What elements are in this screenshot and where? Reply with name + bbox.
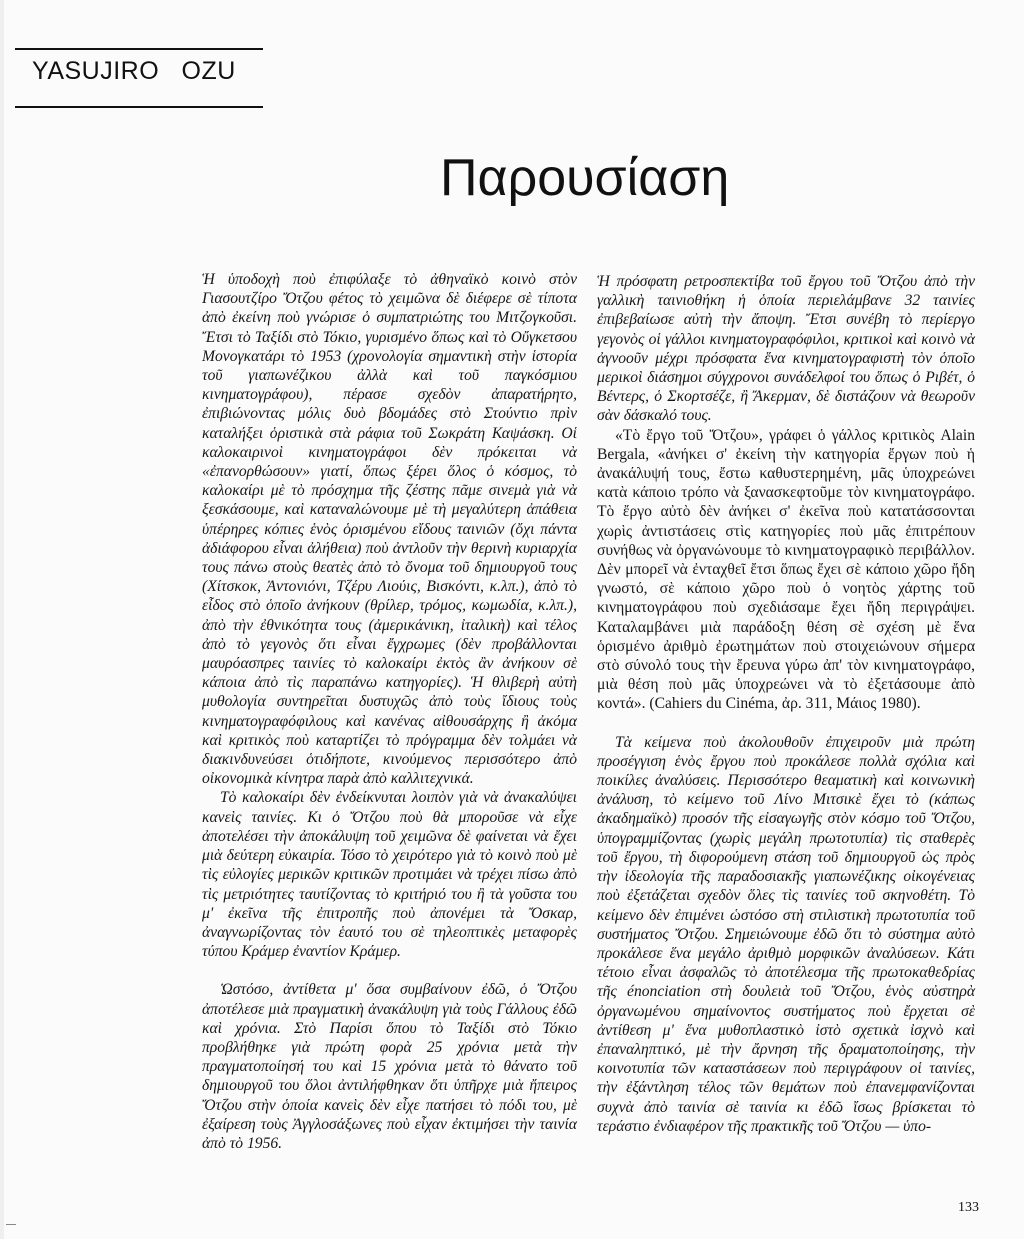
page-number: 133 (958, 1200, 979, 1215)
scan-margin-mark (6, 1224, 16, 1225)
right-paragraph-2-quote: «Τὸ ἔργο τοῦ Ὄτζου», γράφει ὁ γάλλος κριτικὸς Alain Bergala, «ἀνήκει σ' ἐκείνη τὴν κατηγορία ἔργων ποὺ ἡ ἀνακάλυψή τους, ἔστω καθυστερημένη, μᾶς ὑποχρεώνει κατὰ κάποιο τρόπο νὰ ξανασκεφτοῦμε τὸν κινηματογράφο. Τὸ ἔργο αὐτὸ δὲν ἀνήκει σ' ἐκεῖνα ποὺ κατατάσσονται χωρὶς ἀντιστάσεις στὶς κατηγορίες ποὺ μᾶς ἐπιτρέπουν συνήθως νὰ ὀργανώνουμε τὸ κινηματογραφικὸ περιβάλλον. Δὲν μπορεῖ νὰ ἐνταχθεῖ ἔτσι ὅπως ἔχει σὲ κάποιο χῶρο ἤδη γνωστό, σὲ κάποιο χῶρο ποὺ ὁ νοητὸς χάρτης τοῦ κινηματογράφου ποὺ σχεδιάσαμε ἔχει ἤδη περιγράψει. Καταλαμβάνει μιὰ παράδοξη θέση σὲ σχέση μὲ ἕνα ὁρισμένο ἀριθμὸ ἐρωτημάτων ποὺ στοιχειώνουν σήμερα στὸ σύνολό τους τὴν ἔρευνα γύρω ἀπ' τὸν κινηματογράφο, μιὰ θέση ποὺ μᾶς ὑποχρεώνει νὰ τὸ ἐξετάσουμε ἀπὸ κοντά». (Cahiers du Cinéma, ἀρ. 311, Μάιος 1980). (597, 426, 975, 713)
left-paragraph-1: Ἡ ὑποδοχὴ ποὺ ἐπιφύλαξε τὸ ἀθηναϊκὸ κοινὸ στὸν Γιασουτζίρο Ὄτζου φέτος τὸ χειμῶνα δὲ διέφερε σὲ τίποτα ἀπὸ ἐκείνη ποὺ γνώρισε ὁ συμπατριώτης του Μιτζογκοῦσι. Ἔτσι τὸ Ταξίδι στὸ Τόκιο, γυρισμένο ὅπως καὶ τὸ Οὔγκετσου Μονογκατάρι τὸ 1953 (χρονολογία σημαντικὴ στὴν ἱστορία τοῦ γιαπωνέζικου ἀλλὰ καὶ τοῦ παγκόσμιου κινηματογράφου), πέρασε σχεδὸν ἀπαρατήρητο, ἐπιβιώνοντας μόλις δυὸ βδομάδες στὸ Στούντιο πρὶν καταλήξει ὁριστικὰ στὰ ράφια τοῦ Σωκράτη Καψάσκη. Οἱ καλοκαιρινοὶ κινηματογράφοι δὲν πρόκειται νὰ «ἐπανορθώσουν» γιατί, ὅπως ξέρει ὅλος ὁ κόσμος, τὸ καλοκαίρι μὲ τὸ πρόσχημα τῆς ζέστης πᾶμε σινεμὰ γιὰ νὰ ξεσκάσουμε, καὶ καταναλώνουμε μὲ τὴ μεγαλύτερη ἀπάθεια ὑπέρηρες κόπιες ἑνὸς ὁρισμένου εἴδους ταινιῶν (ὄχι πάντα ἀδιάφορου εἶναι ἀλήθεια) ποὺ ἀντλοῦν τὴν θερινὴ κυριαρχία τους πάνω στοὺς θεατὲς ἀπὸ τὸ ὄνομα τοῦ δημιουργοῦ τους (Χίτσκοκ, Ἀντονιόνι, Τζέρυ Λιούις, Βισκόντι, κ.λπ.), ἀπὸ τὸ εἶδος στὸ ὁποῖο ἀνήκουν (θρίλερ, τρόμος, κωμωδία, κ.λπ.), ἀπὸ τὴν ἐθνικότητα τους (ἀμερικάνικη, ἰταλικὴ) καὶ τέλος ἀπὸ τὸ γεγονὸς ὅτι εἶναι ἔγχρωμες (δὲν προβάλλονται μαυρόασπρες ταινίες τὸ καλοκαίρι ἐκτὸς ἂν ἀνήκουν σὲ κάποια ἀπὸ τὶς παραπάνω κατηγορίες). Ἡ θλιβερὴ αὐτὴ μυθολογία συντηρεῖται δυστυχῶς ἀπὸ τοὺς ἴδιους τοὺς κινηματογραφόφιλους καὶ κανένας αἰθουσάρχης ἢ ἀκόμα καὶ κριτικὸς ποὺ καταρτίζει τὸ πρόγραμμα δὲν τολμάει νὰ διακινδυνεύσει ὁτιδήποτε, κινούμενος περισσότερο ἀπὸ οἰκονομικὰ κίνητρα παρὰ ἀπὸ καλλιτεχνικά. (202, 271, 577, 788)
left-text-column (202, 270, 577, 1153)
right-paragraph-1: Ἡ πρόσφατη ρετροσπεκτίβα τοῦ ἔργου τοῦ Ὄτζου ἀπὸ τὴν γαλλικὴ ταινιοθήκη ἡ ὁποία περιελάμβανε 32 ταινίες ἐπιβεβαίωσε αὐτὴ τὴν ἄποψη. Ἔτσι συνέβη τὸ περίεργο γεγονὸς οἱ γάλλοι κινηματογραφόφιλοι, κριτικοὶ καὶ κοινὸ νὰ ἀγνοοῦν μέχρι πρόσφατα ἕνα κινηματογραφιστὴ τὸν ὁποῖο μερικοὶ διάσημοι σύγχρονοι συνάδελφοί του ὅπως ὁ Ριβέτ, ὁ Βέντερς, ὁ Σκορτσέζε, ἢ Ἄκερμαν, δὲ διστάζουν νὰ θεωροῦν σὰν δάσκαλό τους. (597, 273, 975, 425)
right-text-column (597, 272, 975, 1136)
left-paragraph-2: Τὸ καλοκαίρι δὲν ἐνδείκνυται λοιπὸν γιὰ νὰ ἀνακαλύψει κανεὶς ταινίες. Κι ὁ Ὄτζου ποὺ θὰ μποροῦσε νὰ εἶχε ἀποτελέσει τὴν ἀποκάλυψη τοῦ χειμῶνα δὲ φαίνεται νὰ ἔχει μιὰ δεύτερη εὐκαιρία. Τόσο τὸ χειρότερο γιὰ τὸ κοινὸ ποὺ μὲ τὶς εὐλογίες μερικῶν κριτικῶν προτιμάει νὰ τρέχει πίσω ἀπὸ τὶς μετριότητες ταυτίζοντας τὸ κριτήριό του ἢ τὰ γοῦστα του μ' ἐκεῖνα τῆς ἐπιτροπῆς ποὺ ἀπονέμει τὰ Ὄσκαρ, ἀναγνωρίζοντας τὸν ἑαυτό του σὲ τηλεοπτικὲς μεταφορὲς τύπου Κράμερ ἐναντίον Κράμερ. (202, 789, 577, 961)
running-header: YASUJIRO OZU (32, 57, 236, 85)
header-rule-top (15, 48, 263, 50)
left-paragraph-3: Ὡστόσο, ἀντίθετα μ' ὅσα συμβαίνουν ἐδῶ, ὁ Ὄτζου ἀποτέλεσε μιὰ πραγματικὴ ἀνακάλυψη γιὰ τοὺς Γάλλους ἐδῶ καὶ χρόνια. Στὸ Παρίσι ὅπου τὸ Ταξίδι στὸ Τόκιο προβλήθηκε γιὰ πρώτη φορὰ 25 χρόνια μετὰ τὴν πραγματοποίησή του καὶ 15 χρόνια μετὰ τὸ θάνατο τοῦ δημιουργοῦ του ὅλοι ἀντιλήφθηκαν ὅτι ὑπῆρχε μιὰ ἤπειρος Ὄτζου στὴν ὁποία κανεὶς δὲν εἶχε πατήσει τὸ πόδι του, μὲ ἐξαίρεση τοὺς Ἀγγλοσάξωνες ποὺ εἶχαν ἐκτιμήσει τὴν ταινία ἀπὸ τὸ 1956. (202, 981, 577, 1152)
scan-left-edge (0, 0, 4, 1239)
right-paragraph-3: Τὰ κείμενα ποὺ ἀκολουθοῦν ἐπιχειροῦν μιὰ πρώτη προσέγγιση ἑνὸς ἔργου ποὺ προκάλεσε πολλὰ σχόλια καὶ ποικίλες ἀναλύσεις. Περισσότερο θεαματικὴ καὶ κοινωνικὴ ἀνάλυση, τὸ κείμενο τοῦ Λίνο Μιτσικὲ ἔχει τὸ (κάπως ἀκαδημαϊκὸ) προσόν τῆς εἰσαγωγῆς στὸν κόσμο τοῦ Ὄτζου, ὑπογραμμίζοντας (χωρὶς μεγάλη πρωτοτυπία) τὶς σταθερὲς τοῦ ἔργου, τὴ διφορούμενη στάση τοῦ δημιουργοῦ ὡς πρὸς τὴν ἰδεολογία τῆς παραδοσιακῆς γιαπωνέζικης οἰκογένειας ποὺ ἐξετάζεται σχεδὸν ὅλες τὶς ταινίες τοῦ σκηνοθέτη. Τὸ κείμενο δὲν ἐπιμένει ὡστόσο στὴ στιλιστικὴ πρωτοτυπία τοῦ συστήματος Ὄτζου. Σημειώνουμε ἐδῶ ὅτι τὸ σύστημα αὐτὸ προκάλεσε ἕνα μεγάλο ἀριθμὸ μορφικῶν ἀναλύσεων. Κάτι τέτοιο εἶναι ἀσφαλῶς τὸ ἀποτέλεσμα τῆς πρωτοκαθεδρίας τῆς énonciation στὴ δουλειὰ τοῦ Ὄτζου, ἑνὸς αὐστηρὰ ὀργανωμένου σημαίνοντος συστήματος ποὺ ἔρχεται σὲ ἀντίθεση μ' ἕνα μυθοπλαστικὸ ἰστὸ σχετικὰ ἰσχνὸ καὶ ἐπαναληπτικό, μὲ τὴν ἄρνηση τῆς δραματοποίησης, τὴν κοινοτυπία τῶν καταστάσεων ποὺ περιγράφουν οἱ ταινίες, τὴν ἐξάντληση τέλος τῶν θεμάτων ποὺ ἐπανεμφανίζονται συχνὰ ἀπὸ ταινία σὲ ταινία κι ἐδῶ ἴσως βρίσκεται τὸ τεράστιο ἐνδιαφέρον τῆς πρακτικῆς τοῦ Ὄτζου — ὑπο- (597, 733, 975, 1135)
article-title: Παρουσίαση (440, 149, 730, 207)
header-rule-bottom (15, 106, 263, 108)
